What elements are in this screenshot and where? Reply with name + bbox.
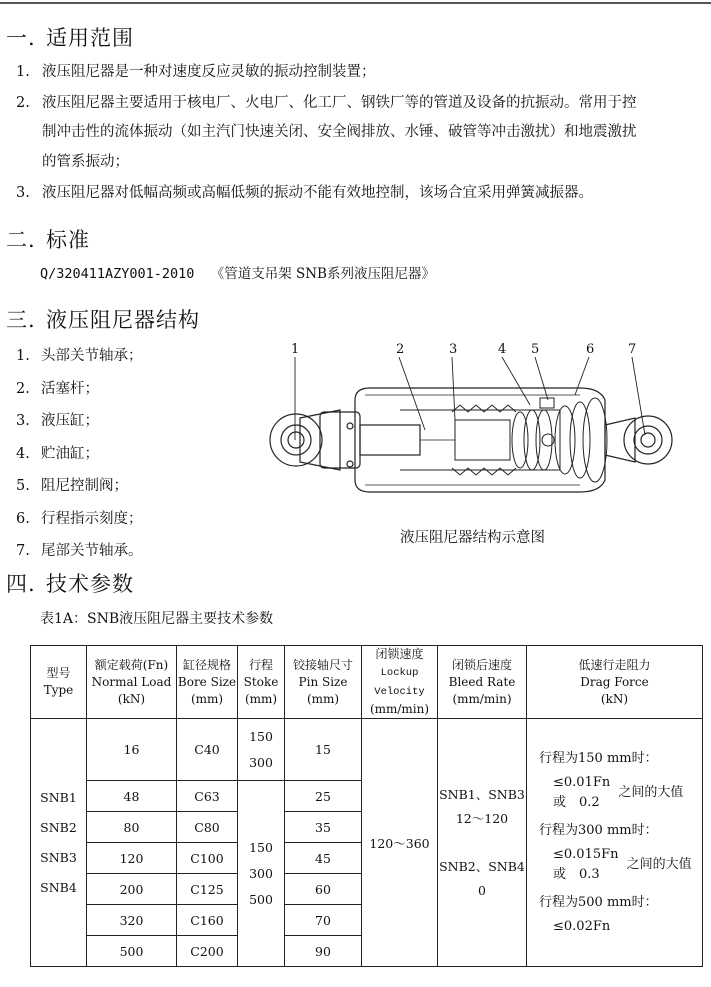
stroke-cell-a: 150 300: [238, 719, 285, 781]
standard-reference: [40, 262, 435, 282]
part-item: 3. 液压缸；: [16, 413, 99, 429]
type-cell: SNB1 SNB2 SNB3 SNB4: [31, 719, 87, 967]
part-item: 4. 贮油缸；: [16, 445, 99, 462]
table-row: 120 C100 45: [31, 843, 703, 874]
part-item: 1. 头部关节轴承；: [16, 348, 143, 364]
figure-label-7: 7: [628, 342, 637, 357]
part-item: 6. 行程指示刻度；: [16, 510, 143, 527]
header-type: 型号 Type: [31, 646, 87, 719]
table-row: 500 C200 90: [31, 936, 703, 967]
tech-params-table: [30, 645, 703, 967]
figure-label-6: 6: [586, 342, 595, 357]
section-2-heading: 二. 标准: [6, 228, 90, 252]
table-header-row: [31, 646, 703, 719]
figure-label-5: 5: [531, 342, 540, 357]
parts-list: [16, 340, 143, 568]
header-lockup: 闭锁速度 Lockup Velocity (mm/min): [362, 646, 438, 719]
figure-caption: 液压阻尼器结构示意图: [400, 530, 545, 546]
stroke-cell-b: 150 300 500: [238, 781, 285, 967]
table-row: SNB1 SNB2 SNB3 SNB4 16 C40 150 300 15 120～360 SNB1、SNB3 12～120 SNB2、SNB4 0 行程为150 mm时： ≤0.01Fn 或 0.2 之间的大值 行程为300 mm时： ≤0.015Fn 或 0.3 之间的大值 行程为500 mm时： ≤0.02Fn: [31, 719, 703, 781]
top-rule: [0, 2, 711, 4]
table-caption: 表1A：SNB液压阻尼器主要技术参数: [40, 611, 274, 627]
section-1-heading: [6, 22, 134, 52]
part-item: 5. 阻尼控制阀；: [16, 478, 128, 494]
scope-item-3: 3. 液压阻尼器对低幅高频或高幅低频的振动不能有效地控制，该场合宜采用弹簧减振器。: [16, 185, 593, 201]
table-row: 200 C125 60: [31, 874, 703, 905]
section-1-number: 一.: [6, 26, 36, 50]
scope-item-2-line-3: 的管系振动；: [42, 154, 129, 170]
figure-label-3: 3: [449, 342, 458, 357]
drag-force-cell: 行程为150 mm时： ≤0.01Fn 或 0.2 之间的大值 行程为300 mm时： ≤0.015Fn 或 0.3 之间的大值 行程为500 mm时： ≤0.02Fn: [527, 719, 703, 967]
section-1-title: 适用范围: [46, 26, 134, 50]
section-4-heading: 四. 技术参数: [6, 572, 134, 596]
scope-item-2-line-2: 制冲击性的流体振动（如主汽门快速关闭、安全阀排放、水锤、破管等冲击激扰）和地震激扰: [42, 124, 637, 140]
header-bore: 缸径规格 Bore Size (mm): [177, 646, 238, 719]
figure-label-2: 2: [396, 342, 405, 357]
figure-label-1: 1: [291, 342, 300, 357]
scope-item-2: 2. 液压阻尼器主要适用于核电厂、火电厂、化工厂、钢铁厂等的管道及设备的抗振动。常用于控: [16, 95, 637, 111]
header-pin: 铰接轴尺寸 Pin Size (mm): [285, 646, 362, 719]
standard-code: Q/320411AZY001-2010: [40, 266, 195, 282]
lockup-cell: 120～360: [362, 719, 438, 967]
part-item: 2. 活塞杆；: [16, 380, 99, 397]
bleed-cell: SNB1、SNB3 12～120 SNB2、SNB4 0: [438, 719, 527, 967]
header-drag: 低速行走阻力 Drag Force (kN): [527, 646, 703, 719]
scope-item-1: 1. 液压阻尼器是一种对速度反应灵敏的振动控制装置；: [16, 64, 376, 80]
table-row: 48 C63 150 300 500 25: [31, 781, 703, 812]
header-stroke: 行程 Stoke (mm): [238, 646, 285, 719]
table-row: 80 C80 35: [31, 812, 703, 843]
table-row: 320 C160 70: [31, 905, 703, 936]
standard-name: 《管道支吊架 SNB系列液压阻尼器》: [210, 266, 435, 282]
part-item: 7. 尾部关节轴承。: [16, 543, 143, 559]
section-3-heading: 三. 液压阻尼器结构: [6, 308, 200, 332]
header-bleed: 闭锁后速度 Bleed Rate (mm/min): [438, 646, 527, 719]
figure-label-4: 4: [498, 342, 507, 357]
header-load: 额定载荷(Fn) Normal Load (kN): [87, 646, 177, 719]
